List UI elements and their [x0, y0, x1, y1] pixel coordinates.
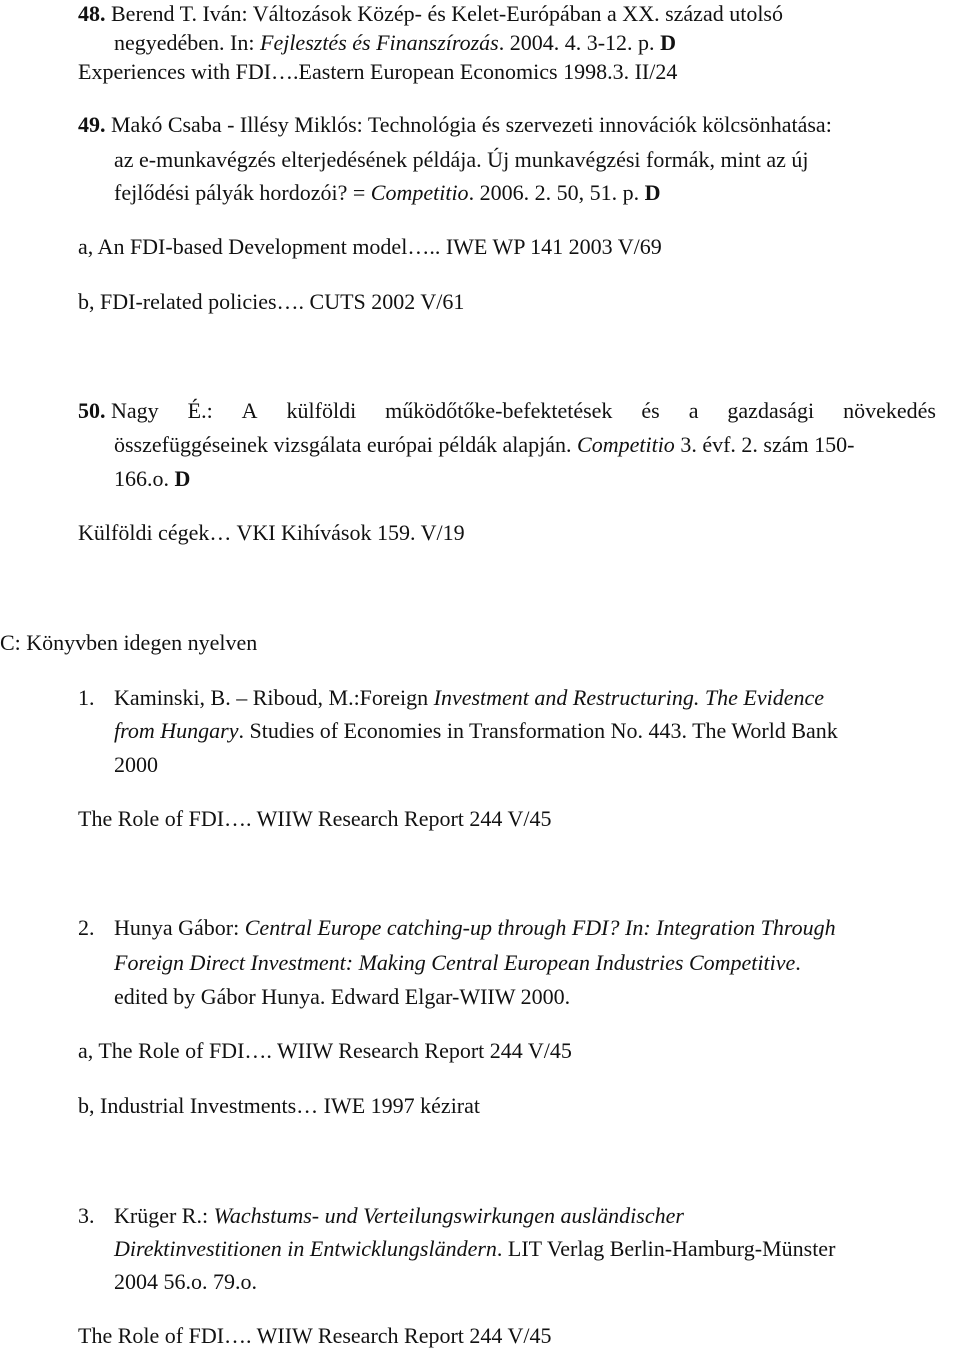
c2-sub-b: b, Industrial Investments… IWE 1997 kézirat	[78, 1093, 481, 1118]
entry-text: Kaminski, B. – Riboud, M.:Foreign	[114, 685, 434, 710]
entry-text: Hunya Gábor:	[114, 915, 245, 940]
book-title: Foreign Direct Investment: Making Central European Industries Competitive	[114, 950, 796, 975]
book-title: Direktinvestitionen in Entwicklungsländern	[114, 1236, 497, 1261]
entry-text: Berend T. Iván: Változások Közép- és Kelet-Európában a XX. század utolsó	[111, 1, 783, 26]
c3-line-3: 2004 56.o. 79.o.	[114, 1269, 257, 1294]
c3-line-2	[114, 1234, 835, 1264]
entry-number: 50.	[78, 398, 106, 423]
entry-text: negyedében. In:	[114, 30, 260, 55]
c1-sub: The Role of FDI…. WIIW Research Report 244 V/45	[78, 806, 552, 831]
entry-word: és	[641, 398, 660, 423]
entry-text: . 2006. 2. 50, 51. p.	[468, 180, 645, 205]
d-marker: D	[644, 180, 661, 205]
entry-number: 49.	[78, 112, 106, 137]
entry-number: 3.	[78, 1203, 95, 1228]
entry-word: A	[241, 398, 258, 423]
c2-line-3: edited by Gábor Hunya. Edward Elgar-WIIW 2000.	[114, 984, 571, 1009]
entry-text: 3. évf. 2. szám 150-	[674, 432, 855, 457]
journal-title: Competitio	[370, 180, 469, 205]
entry-text: . 2004. 4. 3-12. p.	[498, 30, 661, 55]
entry-49-sub-a: a, An FDI-based Development model….. IWE WP 141 2003 V/69	[78, 234, 662, 259]
entry-49-line-1	[78, 110, 832, 140]
entry-text: 166.o.	[114, 466, 175, 491]
d-marker: D	[174, 466, 191, 491]
entry-number: 1.	[78, 685, 95, 710]
section-heading: C: Könyvben idegen nyelven	[0, 630, 258, 655]
entry-word: külföldi	[286, 398, 357, 423]
entry-text: .	[795, 950, 801, 975]
c1-line-3: 2000	[114, 752, 158, 777]
book-title: Central Europe catching-up through FDI? In: Integration Through	[244, 915, 836, 940]
entry-50-line-3	[114, 464, 190, 494]
entry-49-sub-b: b, FDI-related policies…. CUTS 2002 V/61	[78, 289, 465, 314]
entry-text: . LIT Verlag Berlin-Hamburg-Münster	[496, 1236, 836, 1261]
entry-word: növekedés	[843, 398, 936, 423]
c1-line-1-text	[114, 683, 824, 713]
entry-48-line-1	[78, 0, 783, 29]
entry-number: 2.	[78, 915, 95, 940]
c3-line-1	[78, 1201, 95, 1231]
entry-word: a	[688, 398, 699, 423]
d-marker: D	[660, 30, 676, 55]
book-title: from Hungary	[114, 718, 239, 743]
book-title: Wachstums- und Verteilungswirkungen ausländischer	[213, 1203, 684, 1228]
entry-text: Makó Csaba - Illésy Miklós: Technológia és szervezeti innovációk kölcsönhatása:	[111, 112, 832, 137]
entry-50-line-2	[114, 430, 854, 460]
entry-48-line-3: Experiences with FDI….Eastern European Economics 1998.3. II/24	[78, 59, 678, 84]
journal-title: Competitio	[577, 432, 675, 457]
c3-sub: The Role of FDI…. WIIW Research Report 244 V/45	[78, 1323, 552, 1348]
journal-title: Fejlesztés és Finanszírozás	[260, 30, 499, 55]
c2-line-2	[114, 948, 801, 978]
entry-word: gazdasági	[727, 398, 815, 423]
c1-line-2	[114, 716, 838, 746]
entry-text: . Studies of Economies in Transformation No. 443. The World Bank	[238, 718, 838, 743]
c2-sub-a: a, The Role of FDI…. WIIW Research Report 244 V/45	[78, 1038, 572, 1063]
entry-49-line-2: az e-munkavégzés elterjedésének példája. Új munkavégzési formák, mint az új	[114, 147, 809, 172]
entry-word: működőtőke-befektetések	[385, 398, 613, 423]
c2-line-1-text	[114, 913, 836, 943]
c3-line-1-text	[114, 1201, 684, 1231]
entry-50-line-1	[78, 396, 936, 426]
book-title: Investment and Restructuring. The Evidence	[433, 685, 825, 710]
entry-text: fejlődési pályák hordozói? =	[114, 180, 371, 205]
c1-line-1	[78, 683, 95, 713]
c2-line-1	[78, 913, 95, 943]
entry-text: Krüger R.:	[114, 1203, 214, 1228]
entry-number: 48.	[78, 1, 106, 26]
entry-49-line-3	[114, 178, 660, 208]
entry-48-line-2	[114, 28, 676, 58]
entry-word: É.:	[187, 398, 213, 423]
entry-word: Nagy	[111, 398, 159, 423]
entry-50-sub: Külföldi cégek… VKI Kihívások 159. V/19	[78, 520, 465, 545]
entry-text: összefüggéseinek vizsgálata európai példák alapján.	[114, 432, 578, 457]
